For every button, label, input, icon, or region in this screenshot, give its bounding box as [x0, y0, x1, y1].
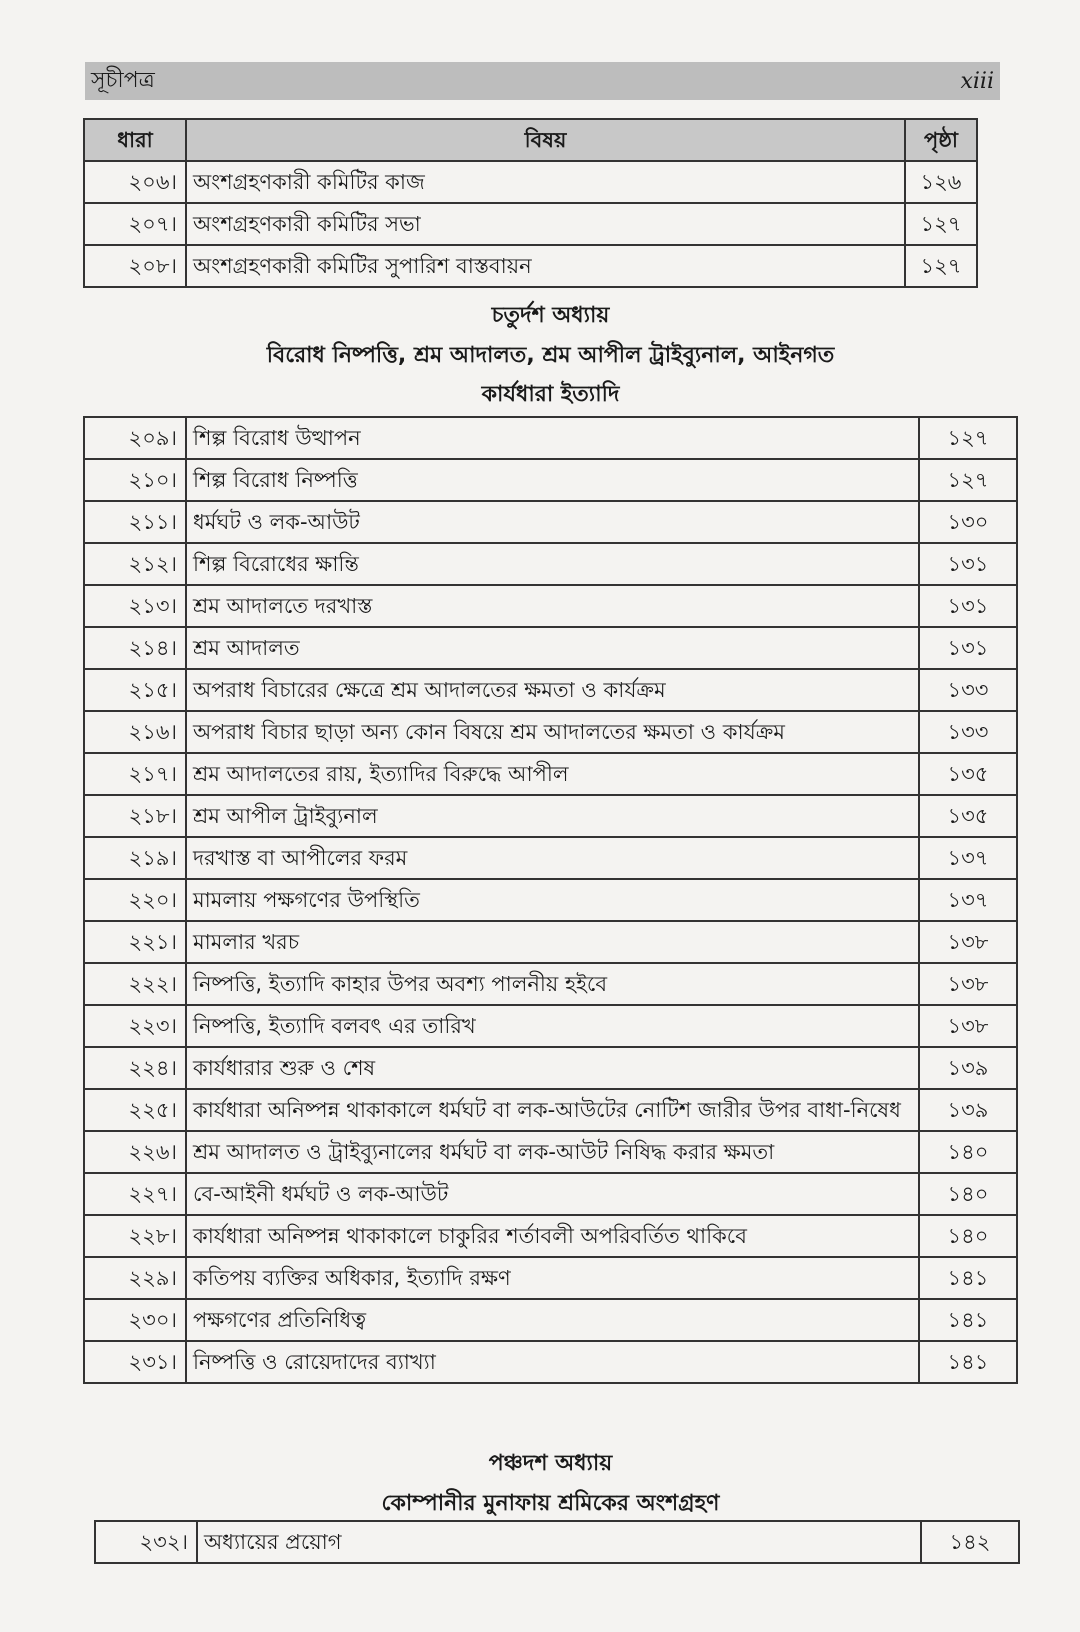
section-subject: নিষ্পত্তি ও রোয়েদাদের ব্যাখ্যা: [186, 1341, 919, 1383]
page-number: ১৩৮: [919, 921, 1017, 963]
table-row: [84, 963, 1017, 1005]
table-row: [84, 1005, 1017, 1047]
section-subject: শ্রম আদালতে দরখাস্ত: [186, 585, 919, 627]
section-number: ২০৮।: [84, 245, 186, 287]
section-number: ২২৯।: [84, 1257, 186, 1299]
table-row: [84, 837, 1017, 879]
section-subject: কার্যধারা অনিষ্পন্ন থাকাকালে চাকুরির শর্তাবলী অপরিবর্তিত থাকিবে: [186, 1215, 919, 1257]
page-number: ১৪০: [919, 1173, 1017, 1215]
section-number: ২২০।: [84, 879, 186, 921]
section-subject: শিল্প বিরোধ নিষ্পত্তি: [186, 459, 919, 501]
table-row: [95, 1521, 1019, 1563]
table-row: [84, 543, 1017, 585]
section-subject: শ্রম আপীল ট্রাইব্যুনাল: [186, 795, 919, 837]
table-row: [84, 1299, 1017, 1341]
section-number: ২১৮।: [84, 795, 186, 837]
page-number: ১৪২: [921, 1521, 1019, 1563]
section-number: ২০৬।: [84, 161, 186, 203]
section-number: ২১১।: [84, 501, 186, 543]
table-row: [84, 1341, 1017, 1383]
section-number: ২২৪।: [84, 1047, 186, 1089]
section-subject: মামলায় পক্ষগণের উপস্থিতি: [186, 879, 919, 921]
page-number: ১৩৭: [919, 837, 1017, 879]
section-number: ২১৩।: [84, 585, 186, 627]
chapter-15-label: পঞ্চদশ অধ্যায়: [488, 1451, 613, 1476]
section-number: ২১০।: [84, 459, 186, 501]
table-row: [84, 1089, 1017, 1131]
section-subject: অপরাধ বিচার ছাড়া অন্য কোন বিষয়ে শ্রম আদালতের ক্ষমতা ও কার্যক্রম: [186, 711, 919, 753]
section-subject: পক্ষগণের প্রতিনিধিত্ব: [186, 1299, 919, 1341]
section-number: ২১৯।: [84, 837, 186, 879]
table-row: [84, 459, 1017, 501]
section-number: ২১২।: [84, 543, 186, 585]
page-number: ১৩৯: [919, 1047, 1017, 1089]
page-number: ১৩৫: [919, 753, 1017, 795]
table-row: [84, 921, 1017, 963]
column-header-section: ধারা: [84, 119, 186, 161]
section-subject: অংশগ্রহণকারী কমিটির সভা: [186, 203, 905, 245]
contents-table-chapter-15: [94, 1520, 1020, 1564]
table-row: [84, 1047, 1017, 1089]
section-number: ২১৬।: [84, 711, 186, 753]
section-number: ২২৩।: [84, 1005, 186, 1047]
chapter-15-title: কোম্পানীর মুনাফায় শ্রমিকের অংশগ্রহণ: [381, 1491, 720, 1516]
page-number: ১৩১: [919, 585, 1017, 627]
page-number: ১৩৮: [919, 1005, 1017, 1047]
section-number: ২২১।: [84, 921, 186, 963]
section-subject: অংশগ্রহণকারী কমিটির কাজ: [186, 161, 905, 203]
page-number: ১৩৭: [919, 879, 1017, 921]
section-subject: অধ্যায়ের প্রয়োগ: [197, 1521, 921, 1563]
page-number: ১৪০: [919, 1215, 1017, 1257]
table-row: [84, 879, 1017, 921]
section-subject: মামলার খরচ: [186, 921, 919, 963]
table-row: [84, 753, 1017, 795]
section-subject: শ্রম আদালত: [186, 627, 919, 669]
page-number: ১২৭: [919, 417, 1017, 459]
table-row: [84, 501, 1017, 543]
section-number: ২০৭।: [84, 203, 186, 245]
section-subject: অপরাধ বিচারের ক্ষেত্রে শ্রম আদালতের ক্ষমতা ও কার্যক্রম: [186, 669, 919, 711]
section-subject: শ্রম আদালত ও ট্রাইব্যুনালের ধর্মঘট বা লক-আউট নিষিদ্ধ করার ক্ষমতা: [186, 1131, 919, 1173]
section-subject: দরখাস্ত বা আপীলের ফরম: [186, 837, 919, 879]
section-number: ২২৫।: [84, 1089, 186, 1131]
section-subject: ধর্মঘট ও লক-আউট: [186, 501, 919, 543]
page-number: ১২৭: [919, 459, 1017, 501]
contents-table-chapter-13: [83, 118, 978, 288]
section-subject: কতিপয় ব্যক্তির অধিকার, ইত্যাদি রক্ষণ: [186, 1257, 919, 1299]
table-row: [84, 1131, 1017, 1173]
page-number: ১৩৫: [919, 795, 1017, 837]
section-number: ২২৭।: [84, 1173, 186, 1215]
contents-table-chapter-14: [83, 416, 1018, 1384]
table-row: [84, 417, 1017, 459]
page-number: ১৪০: [919, 1131, 1017, 1173]
header-title: সূচীপত্র: [91, 67, 155, 93]
section-subject: অংশগ্রহণকারী কমিটির সুপারিশ বাস্তবায়ন: [186, 245, 905, 287]
section-number: ২২২।: [84, 963, 186, 1005]
section-subject: কার্যধারা অনিষ্পন্ন থাকাকালে ধর্মঘট বা লক-আউটের নোটিশ জারীর উপর বাধা-নিষেধ: [186, 1089, 919, 1131]
page-number: ১২৬: [905, 161, 977, 203]
table-row: [84, 711, 1017, 753]
section-number: ২৩০।: [84, 1299, 186, 1341]
section-subject: শিল্প বিরোধ উত্থাপন: [186, 417, 919, 459]
section-subject: কার্যধারার শুরু ও শেষ: [186, 1047, 919, 1089]
section-number: ২১৪।: [84, 627, 186, 669]
section-subject: নিষ্পত্তি, ইত্যাদি কাহার উপর অবশ্য পালনীয় হইবে: [186, 963, 919, 1005]
page-number: ১৩১: [919, 627, 1017, 669]
page-number: ১৩৩: [919, 669, 1017, 711]
table-row: [84, 1215, 1017, 1257]
table-row: [84, 795, 1017, 837]
table-row: [84, 1173, 1017, 1215]
section-number: ২৩২।: [95, 1521, 197, 1563]
table-row: [84, 585, 1017, 627]
section-number: ২২৮।: [84, 1215, 186, 1257]
table-row: [84, 203, 977, 245]
section-number: ২১৭।: [84, 753, 186, 795]
column-header-page: পৃষ্ঠা: [905, 119, 977, 161]
chapter-14-title-line1: বিরোধ নিষ্পত্তি, শ্রম আদালত, শ্রম আপীল ট্রাইব্যুনাল, আইনগত: [266, 343, 835, 368]
page-number: ১৩৩: [919, 711, 1017, 753]
section-subject: বে-আইনী ধর্মঘট ও লক-আউট: [186, 1173, 919, 1215]
table-row: [84, 161, 977, 203]
table-row: [84, 669, 1017, 711]
section-number: ২১৫।: [84, 669, 186, 711]
section-number: ২০৯।: [84, 417, 186, 459]
page-number: ১৩০: [919, 501, 1017, 543]
section-subject: শ্রম আদালতের রায়, ইত্যাদির বিরুদ্ধে আপীল: [186, 753, 919, 795]
running-header: [85, 62, 1000, 100]
column-header-subject: বিষয়: [186, 119, 905, 161]
page-number: ১৩৮: [919, 963, 1017, 1005]
page-number: ১৩৯: [919, 1089, 1017, 1131]
chapter-14-label: চতুর্দশ অধ্যায়: [491, 303, 610, 328]
table-row: [84, 1257, 1017, 1299]
table-row: [84, 627, 1017, 669]
page-number: ১২৭: [905, 245, 977, 287]
section-number: ২২৬।: [84, 1131, 186, 1173]
page-number: ১২৭: [905, 203, 977, 245]
table-row: [84, 245, 977, 287]
page-number: ১৪১: [919, 1299, 1017, 1341]
page-number: ১৪১: [919, 1341, 1017, 1383]
section-subject: নিষ্পত্তি, ইত্যাদি বলবৎ এর তারিখ: [186, 1005, 919, 1047]
chapter-14-title-line2: কার্যধারা ইত্যাদি: [481, 382, 620, 407]
section-subject: শিল্প বিরোধের ক্ষান্তি: [186, 543, 919, 585]
section-number: ২৩১।: [84, 1341, 186, 1383]
page-number: ১৪১: [919, 1257, 1017, 1299]
header-page-number: xiii: [960, 68, 994, 94]
page-number: ১৩১: [919, 543, 1017, 585]
